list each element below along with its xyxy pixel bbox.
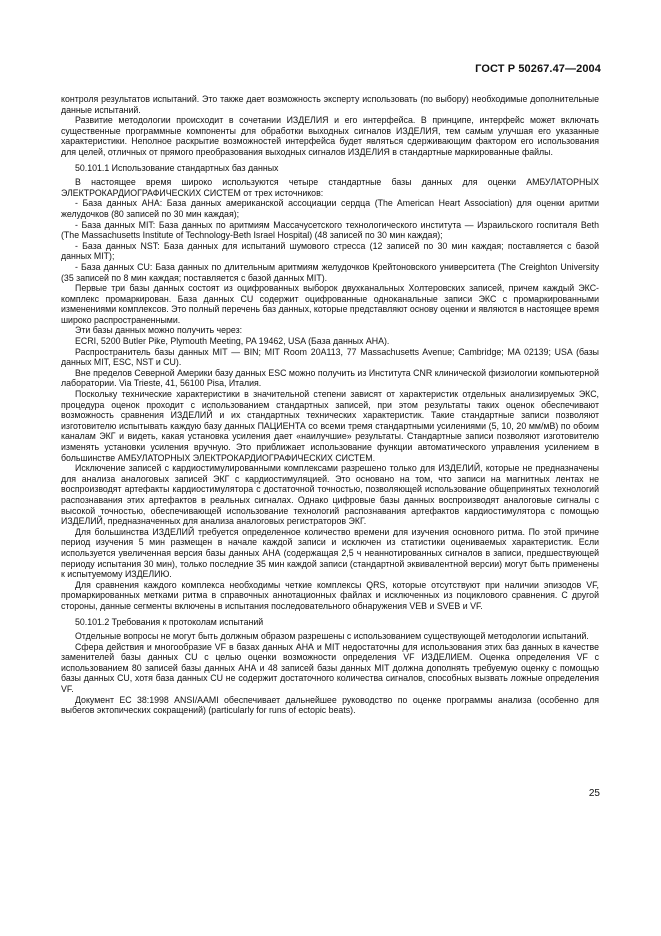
paragraph: Сфера действия и многообразие VF в базах данных АНА и MIT недостаточны для использования этих баз данных в качестве заменителей базы данных CU с целью оценки возможности определения VF ИЗДЕЛИЕМ. Оценка определения VF с использованием 80 записей базы данных АНА и 48 записей базы данных MIT должна дополнять требуемую оценку с помощью базы данных CU, хотя база данных CU не содержит достаточного количества сигналов, способных вызвать ложные определения VF. <box>61 641 599 695</box>
paragraph: Эти базы данных можно получить через: <box>75 325 243 336</box>
paragraph: Отдельные вопросы не могут быть должным образом разрешены с использованием существующей методологии испытаний. <box>75 631 589 642</box>
paragraph: Исключение записей с кардиостимулированными комплексами разрешено только для ИЗДЕЛИЙ, которые не предназначены для анализа аналоговых записей ЭКГ с кардиостимуляцией. Это основано на том, что записи на магнитных лентах не воспроизводят артефакты кардиостимулятора с достаточной точностью, позволяющей использование общепринятых технологий распознавания этих артефактов в реальных сигналах. Однако цифровые базы данных воспроизводят аналоговые сигналы с высокой точностью, обеспечивающей использование технологий распознавания артефактов кардиостимулятора с помощью ИЗДЕЛИЙ, предназначенных для анализа аналоговых регистраторов ЭКГ. <box>61 463 599 527</box>
paragraph: Для большинства ИЗДЕЛИЙ требуется определенное количество времени для изучения основного ритма. По этой причине период изучения 5 мин размещен в начале каждой записи и исключен из статистики оцениваемых характеристик. Если используется увеличенная версия базы данных АНА (содержащая 2,5 ч неаннотированных сигналов в записи, предшествующей периоду испытания 30 мин), только последние 35 мин каждой записи (стандартной эквивалентной версии) могут быть применены к испытуемому ИЗДЕЛИЮ. <box>61 526 599 580</box>
section-heading: 50.101.2 Требования к протоколам испытаний <box>75 616 264 627</box>
address-line: Распространитель базы данных MIT — BIN; MIT Room 20A113, 77 Massachusetts Avenue; Cambridge; MA 02139; USA (базы данных MIT, ESC, NST и CU). <box>61 346 599 368</box>
list-item: - База данных АНА: База данных американской ассоциации сердца (The American Heart Association) для оценки аритми желудочков (80 записей по 30 мин каждая); <box>61 198 599 219</box>
paragraph: Для сравнения каждого комплекса необходимы четкие комплексы QRS, которые отсутствуют при наличии эпизодов VF, промаркированных метками ритма в справочных аннотационных файлах и исключенных из поциклового сравнения. С другой стороны, данные сегменты включены в испытания последовательного обнаружения VEB и SVEB и VF. <box>61 579 599 611</box>
paragraph: Первые три базы данных состоят из оцифрованных выборок двухканальных Холтеровских записей, причем каждый ЭКС-комплекс промаркирован. База данных CU содержит оцифрованные одноканальные записи ЭКС с промаркированными изменениями комплексов. Это полный перечень баз данных, которые представляют основу оценки и являются в настоящее время широко распространенными. <box>61 283 599 325</box>
page-number: 25 <box>588 788 600 799</box>
address-line: ECRI, 5200 Butler Pike, Plymouth Meeting, PA 19462, USA (База данных АНА). <box>75 336 390 347</box>
paragraph: Документ ЕС 38:1998 ANSI/AAMI обеспечивает дальнейшее руководство по оценке программы анализа (особенно для выбегов эктопических сокращений) (particularly for runs of ectopic beats). <box>61 694 599 716</box>
paragraph: Развитие методологии происходит в сочетании ИЗДЕЛИЯ и его интерфейса. В принципе, интерфейс может включать существенные программные компоненты для обработки выходных сигналов ИЗДЕЛИЯ, тем самым улучшая его указанные характеристики. Неполное раскрытие возможностей интерфейса будет являться сдерживающим фактором его использования для целей, отличных от прямого преобразования выходных сигналов ИЗДЕЛИЯ в стандартные маркированные файлы. <box>61 115 599 157</box>
section-heading: 50.101.1 Использование стандартных баз данных <box>75 162 279 173</box>
paragraph: Поскольку технические характеристики в значительной степени зависят от характеристик отдельных анализируемых ЭКС, процедура оценок проходит с использованием стандартных записей, при этом результаты таких оценок обеспечивают возможность сравнения ИЗДЕЛИЙ и их стандартных технических характеристик. Такие стандартные записи позволяют изготовителю испытывать каждую базу данных ПАЦИЕНТА со всеми тремя стандартными усилениями (5, 10, 20 мм/мВ) по обоим каналам ЭКГ и видеть, какая установка усиления дает «наилучшие» результаты. Стандартные записи позволяют изготовителю изменять установки усиления вручную. Это приближает использование функции автоматического управления усилением в большинстве АМБУЛАТОРНЫХ ЭЛЕКТРОКАРДИОГРАФИЧЕСКИХ СИСТЕМ. <box>61 389 599 463</box>
paragraph: В настоящее время широко используются четыре стандартные базы данных для оценки АМБУЛАТОРНЫХ ЭЛЕКТРОКАРДИОГРАФИЧЕСКИХ СИСТЕМ от трех источников: <box>61 177 599 198</box>
paragraph: контроля результатов испытаний. Это также дает возможность эксперту использовать (по выбору) необходимые дополнительные данные испытаний. <box>61 94 599 115</box>
list-item: - База данных MIT: База данных по аритмиям Массачусетского технологического института — Израильского госпиталя Beth (The Massachusetts Institute of Technology-Beth Israel Hospital) (48 записей по 30 мин каждая); <box>61 219 599 241</box>
list-item: - База данных NST: База данных для испытаний шумового стресса (12 записей по 30 мин каждая; поставляется с базой данных MIT); <box>61 240 599 262</box>
list-item: - База данных CU: База данных по длительным аритмиям желудочков Крейтоновского университета (The Creighton University (35 записей по 8 мин каждая; поставляется с базой данных MIT). <box>61 261 599 283</box>
paragraph: Вне пределов Северной Америки базу данных ESC можно получить из Института CNR клинической физиологии компьютерной лаборатории. Via Trieste, 41, 56100 Pisa, Италия. <box>61 367 599 389</box>
document-body <box>61 94 599 716</box>
standard-header: ГОСТ Р 50267.47—2004 <box>475 63 601 75</box>
